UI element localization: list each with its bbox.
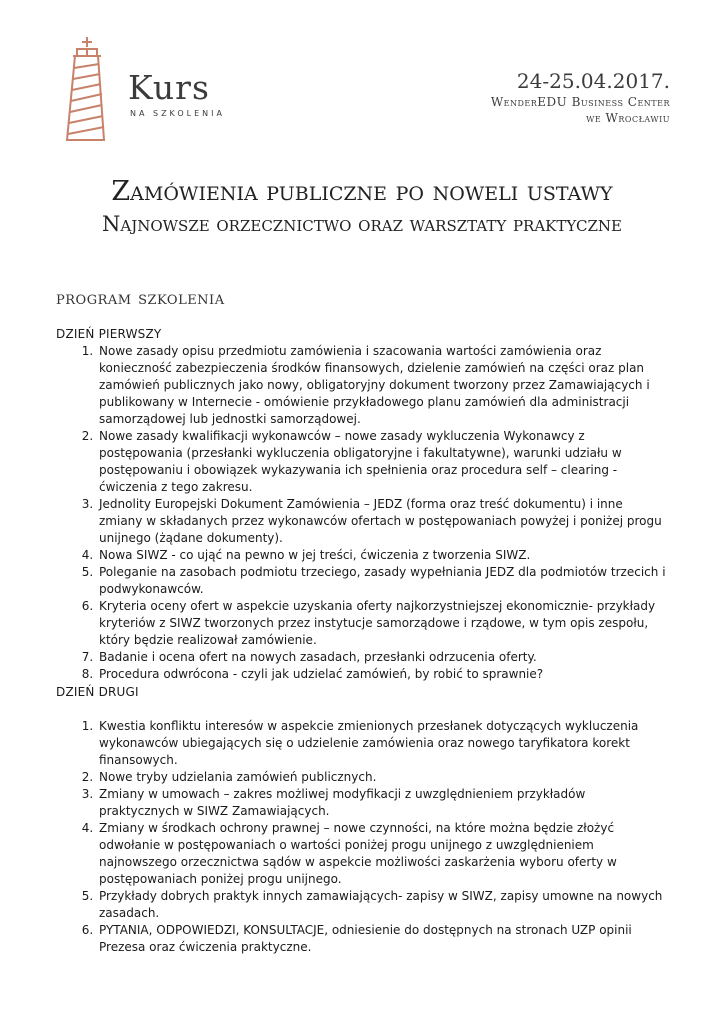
list-item: 6. Kryteria oceny ofert w aspekcie uzyskania oferty najkorzystniejszej ekonomicznie- przykłady kryteriów z SIWZ tworzonych przez instytucje samorządowe i rządowe, w tym opis zespołu, który będzie realizował zamówienie. — [97, 598, 666, 649]
list-item: 1. Nowe zasady opisu przedmiotu zamówienia i szacowania wartości zamówienia oraz konieczność zabezpieczenia środków finansowych, dzielenie zamówień na części oraz plan zamówień publicznych jako nowy, obligatoryjny dokument tworzony przez Zamawiających i publikowany w Internecie - omówienie przykładowego planu zamówień dla administracji samorządowej lub jednostki samorządowej. — [97, 343, 666, 428]
day1-label: DZIEŃ PIERWSZY — [56, 327, 162, 341]
brand-logo-text — [128, 70, 225, 118]
list-item: 3. Zmiany w umowach – zakres możliwej modyfikacji z uwzględnieniem przykładów praktycznych w SIWZ Zamawiających. — [97, 786, 666, 820]
list-item: 3. Jednolity Europejski Dokument Zamówienia – JEDZ (forma oraz treść dokumentu) i inne zmiany w składanych przez wykonawców ofertach w postępowaniach powyżej i poniżej progu unijnego (żądane dokumenty). — [97, 496, 666, 547]
list-item: 4. Nowa SIWZ - co ująć na pewno w jej treści, ćwiczenia z tworzenia SIWZ. — [97, 547, 666, 564]
list-item: 8. Procedura odwrócona - czyli jak udzielać zamówień, by robić to sprawnie? — [97, 666, 666, 683]
main-title: Zamówienia publiczne po noweli ustawy — [111, 176, 613, 207]
brand-title: Kurs — [128, 68, 210, 107]
subtitle: Najnowsze orzecznictwo oraz warsztaty praktyczne — [101, 212, 622, 236]
list-item: 1. Kwestia konfliktu interesów w aspekcie zmienionych przesłanek dotyczących wykluczenia wykonawców ubiegających się o udzielenie zamówienia oraz nowego taryfikatora korekt finansowych. — [97, 718, 666, 769]
brand-subtitle: NA SZKOLENIA — [130, 109, 225, 118]
event-date: 24-25.04.2017. — [516, 69, 670, 93]
event-venue-line2: we Wrocławiu — [586, 111, 670, 125]
event-info — [491, 68, 670, 126]
list-item: 4. Zmiany w środkach ochrony prawnej – nowe czynności, na które można będzie złożyć odwołanie w postępowaniach o wartości poniżej progu unijnego z uwzględnieniem najnowszego orzecznictwa sądów w aspekcie możliwości zaskarżenia wyboru oferty w postępowaniach poniżej progu unijnego. — [97, 820, 666, 888]
day2-label: DZIEŃ DRUGI — [56, 685, 139, 699]
day1-list — [56, 343, 666, 683]
list-item: 7. Badanie i ocena ofert na nowych zasadach, przesłanki odrzucenia oferty. — [97, 649, 666, 666]
day2-list — [56, 718, 666, 956]
list-item: 5. Poleganie na zasobach podmiotu trzeciego, zasady wypełniania JEDZ dla podmiotów trzecich i podwykonawców. — [97, 564, 666, 598]
list-item: 5. Przykłady dobrych praktyk innych zamawiających- zapisy w SIWZ, zapisy umowne na nowych zasadach. — [97, 888, 666, 922]
list-item: 6. PYTANIA, ODPOWIEDZI, KONSULTACJE, odniesienie do dostępnych na stronach UZP opinii Prezesa oraz ćwiczenia praktyczne. — [97, 922, 666, 956]
program-heading: program szkolenia — [56, 287, 225, 309]
list-item: 2. Nowe zasady kwalifikacji wykonawców – nowe zasady wykluczenia Wykonawcy z postępowania (przesłanki wykluczenia obligatoryjne i fakultatywne), warunki udziału w postępowaniu i obowiązek wykazywania ich spełnienia oraz procedura self – clearing - ćwiczenia z tego zakresu. — [97, 428, 666, 496]
list-item: 2. Nowe tryby udzielania zamówień publicznych. — [97, 769, 666, 786]
program-content — [56, 326, 666, 956]
document-titles — [40, 175, 684, 237]
event-venue-line1: WenderEDU Business Center — [490, 95, 670, 109]
